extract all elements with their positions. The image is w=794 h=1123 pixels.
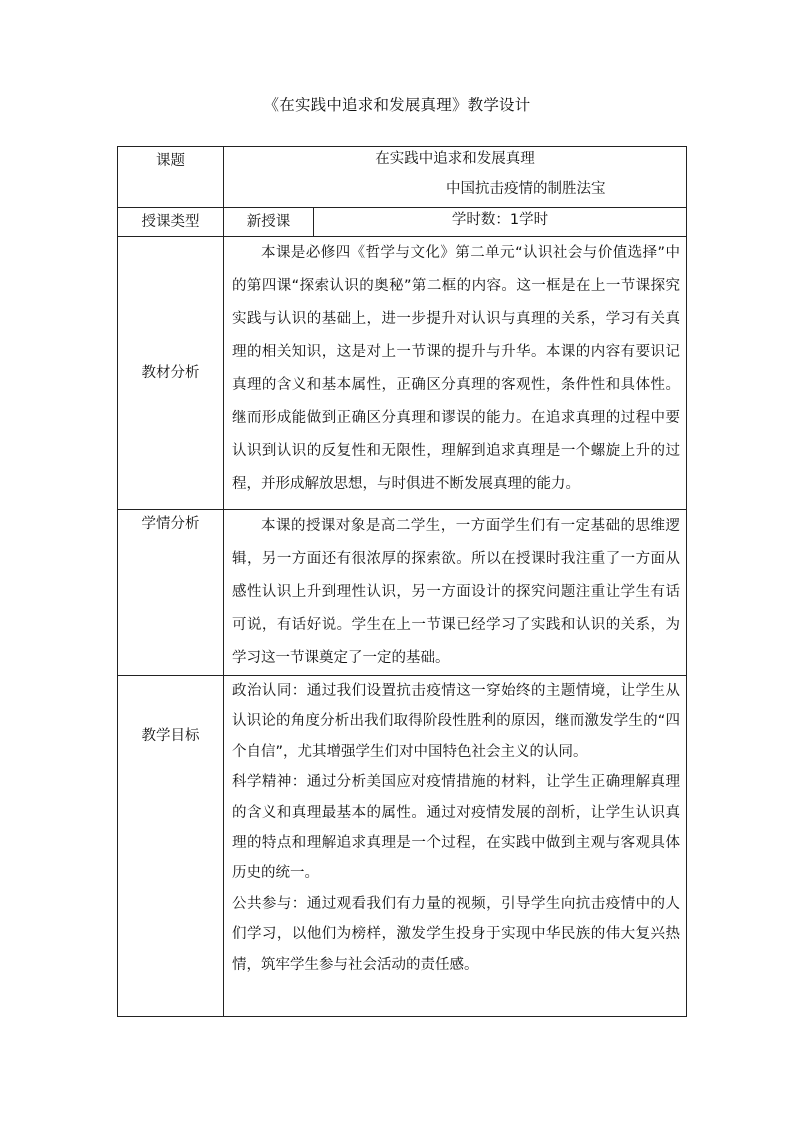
goal-science: 科学精神：通过分析美国应对疫情措施的材料，让学生正确理解真理的含义和真理最基本的属性。通过对疫情发展的剖析，让学生认识真理的特点和理解追求真理是一个过程，在实践中做到主观与客观具体历史的统一。 xyxy=(232,774,680,882)
hours-value: 学时数：1学时 xyxy=(314,208,687,237)
row-student-analysis xyxy=(118,510,687,676)
topic-label: 课题 xyxy=(118,147,224,208)
goals-label: 教学目标 xyxy=(118,676,224,1017)
student-cell xyxy=(224,510,687,676)
type-label: 授课类型 xyxy=(118,208,224,237)
topic-subtitle: 中国抗击疫情的制胜法宝 xyxy=(446,181,606,197)
document-title: 《在实践中追求和发展真理》教学设计 xyxy=(263,96,531,114)
student-label: 学情分析 xyxy=(118,510,224,676)
material-cell xyxy=(224,237,687,510)
row-material-analysis xyxy=(118,237,687,510)
goal-public: 公共参与：通过观看我们有力量的视频，引导学生向抗击疫情中的人们学习，以他们为榜样，激发学生投身于实现中华民族的伟大复兴热情，筑牢学生参与社会活动的责任感。 xyxy=(232,895,680,973)
student-text: 本课的授课对象是高二学生，一方面学生们有一定基础的思维逻辑，另一方面还有很浓厚的探索欲。所以在授课时我注重了一方面从感性认识上升到理性认识，另一方面设计的探究问题注重让学生有话可说，有话好说。学生在上一节课已经学习了实践和认识的关系，为学习这一节课奠定了一定的基础。 xyxy=(232,518,680,666)
material-text: 本课是必修四《哲学与文化》第二单元“认识社会与价值选择”中的第四课“探索认识的奥秘”第二框的内容。这一框是在上一节课探究实践与认识的基础上，进一步提升对认识与真理的关系，学习有关真理的相关知识，这是对上一节课的提升与升华。本课的内容有要识记真理的含义和基本属性，正确区分真理的客观性，条件性和具体性。继而形成能做到正确区分真理和谬误的能力。在追求真理的过程中要认识到认识的反复性和无限性，理解到追求真理是一个螺旋上升的过程，并形成解放思想，与时俱进不断发展真理的能力。 xyxy=(232,245,680,492)
goals-cell xyxy=(224,676,687,1017)
material-label: 教材分析 xyxy=(118,237,224,510)
lesson-plan-table xyxy=(117,146,687,1017)
row-lesson-type xyxy=(118,208,687,237)
row-topic xyxy=(118,147,687,208)
row-teaching-goals xyxy=(118,676,687,1017)
topic-title: 在实践中追求和发展真理 xyxy=(375,151,535,167)
type-value: 新授课 xyxy=(224,208,314,237)
topic-cell xyxy=(224,147,687,208)
goal-political: 政治认同：通过我们设置抗击疫情这一穿始终的主题情境，让学生从认识论的角度分析出我们取得阶段性胜利的原因，继而激发学生的“四个自信”，尤其增强学生们对中国特色社会主义的认同。 xyxy=(232,683,680,760)
